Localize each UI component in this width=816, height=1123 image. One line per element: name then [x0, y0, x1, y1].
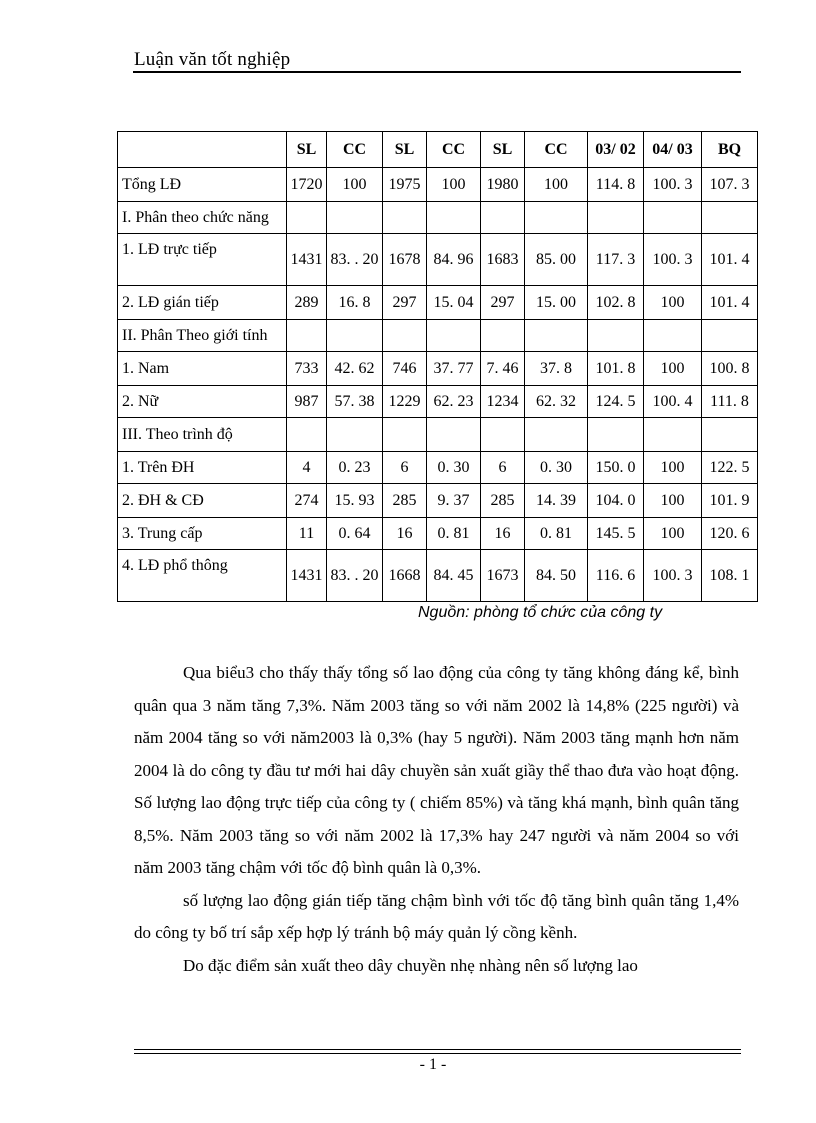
table-cell: [383, 202, 427, 234]
table-cell: 100: [644, 352, 702, 386]
table-row: [118, 202, 758, 234]
table-cell: 122. 5: [702, 452, 758, 484]
table-header-cell: SL: [383, 132, 427, 168]
header-divider: [133, 71, 741, 73]
table-cell: 15. 93: [327, 484, 383, 518]
table-cell: [644, 202, 702, 234]
table-cell: [702, 418, 758, 452]
table-cell: 100: [525, 168, 588, 202]
table-cell: [287, 418, 327, 452]
table-header-row: [118, 132, 758, 168]
table-cell: 100. 3: [644, 550, 702, 602]
table-cell: 100: [644, 452, 702, 484]
table-cell: 101. 4: [702, 234, 758, 286]
row-label: 1. Nam: [118, 352, 287, 386]
table-cell: 100. 8: [702, 352, 758, 386]
table-cell: 16: [481, 518, 525, 550]
table-cell: 9. 37: [427, 484, 481, 518]
table-source-note: Nguồn: phòng tổ chức của công ty: [418, 604, 663, 621]
table-header-cell: SL: [481, 132, 525, 168]
table-row: [118, 286, 758, 320]
table-cell: 37. 77: [427, 352, 481, 386]
table-cell: 102. 8: [588, 286, 644, 320]
table-header-cell: 04/ 03: [644, 132, 702, 168]
table-cell: [327, 202, 383, 234]
table-cell: 1720: [287, 168, 327, 202]
table-cell: 15. 04: [427, 286, 481, 320]
table-header-cell: CC: [427, 132, 481, 168]
table-cell: 7. 46: [481, 352, 525, 386]
row-label: 2. Nữ: [118, 386, 287, 418]
table-cell: 120. 6: [702, 518, 758, 550]
table-row: [118, 518, 758, 550]
table-cell: 4: [287, 452, 327, 484]
page-number: - 1 -: [419, 1056, 447, 1073]
table-cell: 124. 5: [588, 386, 644, 418]
table-cell: [427, 418, 481, 452]
table-cell: 11: [287, 518, 327, 550]
table-row: [118, 168, 758, 202]
table-cell: 0. 81: [525, 518, 588, 550]
table-cell: 100: [644, 484, 702, 518]
table-cell: 100. 4: [644, 386, 702, 418]
table-row: [118, 386, 758, 418]
table-cell: [327, 320, 383, 352]
table-cell: 285: [383, 484, 427, 518]
table-cell: [588, 320, 644, 352]
table-cell: 62. 23: [427, 386, 481, 418]
table-row: [118, 484, 758, 518]
table-cell: 733: [287, 352, 327, 386]
body-text: [134, 657, 739, 982]
table-cell: 145. 5: [588, 518, 644, 550]
table-cell: 150. 0: [588, 452, 644, 484]
table-cell: 6: [481, 452, 525, 484]
table-header-cell: CC: [327, 132, 383, 168]
table-cell: 274: [287, 484, 327, 518]
table-cell: 14. 39: [525, 484, 588, 518]
table-cell: [427, 320, 481, 352]
table-cell: [383, 320, 427, 352]
table-cell: [383, 418, 427, 452]
row-label: 3. Trung cấp: [118, 518, 287, 550]
table-cell: 987: [287, 386, 327, 418]
page-header-title: Luận văn tốt nghiệp: [134, 49, 291, 70]
table-cell: 101. 9: [702, 484, 758, 518]
table-cell: 16. 8: [327, 286, 383, 320]
table-cell: [525, 320, 588, 352]
table-cell: 1673: [481, 550, 525, 602]
row-label: III. Theo trình độ: [118, 418, 287, 452]
table-header-cell: BQ: [702, 132, 758, 168]
table-cell: 111. 8: [702, 386, 758, 418]
table-cell: 107. 3: [702, 168, 758, 202]
table-cell: 746: [383, 352, 427, 386]
table-cell: [702, 320, 758, 352]
table-cell: 100: [327, 168, 383, 202]
table-cell: 42. 62: [327, 352, 383, 386]
table-cell: 100: [644, 518, 702, 550]
row-label: II. Phân Theo giới tính: [118, 320, 287, 352]
table-cell: [327, 418, 383, 452]
table-row: [118, 320, 758, 352]
row-label: 2. ĐH & CĐ: [118, 484, 287, 518]
table-cell: 116. 6: [588, 550, 644, 602]
table-cell: 104. 0: [588, 484, 644, 518]
table-cell: 1975: [383, 168, 427, 202]
table-cell: 0. 64: [327, 518, 383, 550]
table-cell: 37. 8: [525, 352, 588, 386]
table-cell: [427, 202, 481, 234]
table-cell: 84. 45: [427, 550, 481, 602]
table-cell: [481, 418, 525, 452]
footer-divider: [134, 1053, 741, 1054]
table-cell: 84. 50: [525, 550, 588, 602]
table-row: [118, 452, 758, 484]
table-cell: 100: [427, 168, 481, 202]
table-cell: 0. 30: [525, 452, 588, 484]
table-cell: 297: [383, 286, 427, 320]
table-cell: 100. 3: [644, 168, 702, 202]
table-cell: 285: [481, 484, 525, 518]
table-cell: [287, 320, 327, 352]
table-cell: 1980: [481, 168, 525, 202]
table-cell: 289: [287, 286, 327, 320]
table-cell: 1668: [383, 550, 427, 602]
table-cell: 1678: [383, 234, 427, 286]
table-cell: 114. 8: [588, 168, 644, 202]
table-cell: [644, 320, 702, 352]
table-cell: [588, 202, 644, 234]
paragraph: Do đặc điểm sản xuất theo dây chuyền nhẹ nhàng nên số lượng lao: [183, 955, 638, 975]
table-cell: 15. 00: [525, 286, 588, 320]
table-cell: 0. 81: [427, 518, 481, 550]
table-row: [118, 234, 758, 286]
table-cell: [525, 418, 588, 452]
labor-statistics-table: [117, 131, 758, 602]
table-cell: 0. 30: [427, 452, 481, 484]
table-cell: 100. 3: [644, 234, 702, 286]
table-header-cell: SL: [287, 132, 327, 168]
table-cell: 1431: [287, 234, 327, 286]
table-cell: [287, 202, 327, 234]
row-label: 1. LĐ trực tiếp: [118, 234, 287, 286]
table-cell: 57. 38: [327, 386, 383, 418]
table-cell: 1229: [383, 386, 427, 418]
table-cell: 297: [481, 286, 525, 320]
table-header-cell: [118, 132, 287, 168]
table-cell: [481, 320, 525, 352]
table-cell: 62. 32: [525, 386, 588, 418]
table-cell: 1234: [481, 386, 525, 418]
row-label: 4. LĐ phổ thông: [118, 550, 287, 602]
table-cell: 83. . 20: [327, 550, 383, 602]
table-cell: 84. 96: [427, 234, 481, 286]
table-row: [118, 418, 758, 452]
table-header-cell: CC: [525, 132, 588, 168]
row-label: I. Phân theo chức năng: [118, 202, 287, 234]
table-cell: 101. 4: [702, 286, 758, 320]
paragraph: Qua biểu3 cho thấy thấy tổng số lao động của công ty tăng không đáng kể, bình quân qua 3 năm tăng 7,3%. Năm 2003 tăng so với năm 2002 là 14,8% (225 người) và năm 2004 tăng so với năm2003 là 0,3% (hay 5 người). Năm 2003 tăng mạnh hơn năm 2004 là do công ty đầu tư mới hai dây chuyền sản xuất giầy thể thao đưa vào hoạt động. Số lượng lao động trực tiếp của công ty ( chiếm 85%) và tăng khá mạnh, bình quân tăng 8,5%. Năm 2003 tăng so với năm 2002 là 17,3% hay 247 người và năm 2004 so với năm 2003 tăng chậm với tốc độ bình quân là 0,3%.: [134, 663, 739, 877]
table-row: [118, 550, 758, 602]
table-cell: 6: [383, 452, 427, 484]
table-cell: 1683: [481, 234, 525, 286]
table-cell: 0. 23: [327, 452, 383, 484]
table-cell: [702, 202, 758, 234]
table-cell: 1431: [287, 550, 327, 602]
paragraph: số lượng lao động gián tiếp tăng chậm bình với tốc độ tăng bình quân tăng 1,4% do công ty bố trí sắp xếp hợp lý tránh bộ máy quản lý cồng kềnh.: [134, 890, 739, 942]
row-label: Tổng LĐ: [118, 168, 287, 202]
table-header-cell: 03/ 02: [588, 132, 644, 168]
table-cell: [588, 418, 644, 452]
table-cell: 100: [644, 286, 702, 320]
table-cell: 101. 8: [588, 352, 644, 386]
table-cell: [481, 202, 525, 234]
table-row: [118, 352, 758, 386]
table-cell: 85. 00: [525, 234, 588, 286]
table-cell: 117. 3: [588, 234, 644, 286]
footer-divider: [134, 1049, 741, 1050]
row-label: 2. LĐ gián tiếp: [118, 286, 287, 320]
table-cell: 83. . 20: [327, 234, 383, 286]
row-label: 1. Trên ĐH: [118, 452, 287, 484]
table-cell: [525, 202, 588, 234]
table-cell: [644, 418, 702, 452]
table-cell: 108. 1: [702, 550, 758, 602]
table-cell: 16: [383, 518, 427, 550]
